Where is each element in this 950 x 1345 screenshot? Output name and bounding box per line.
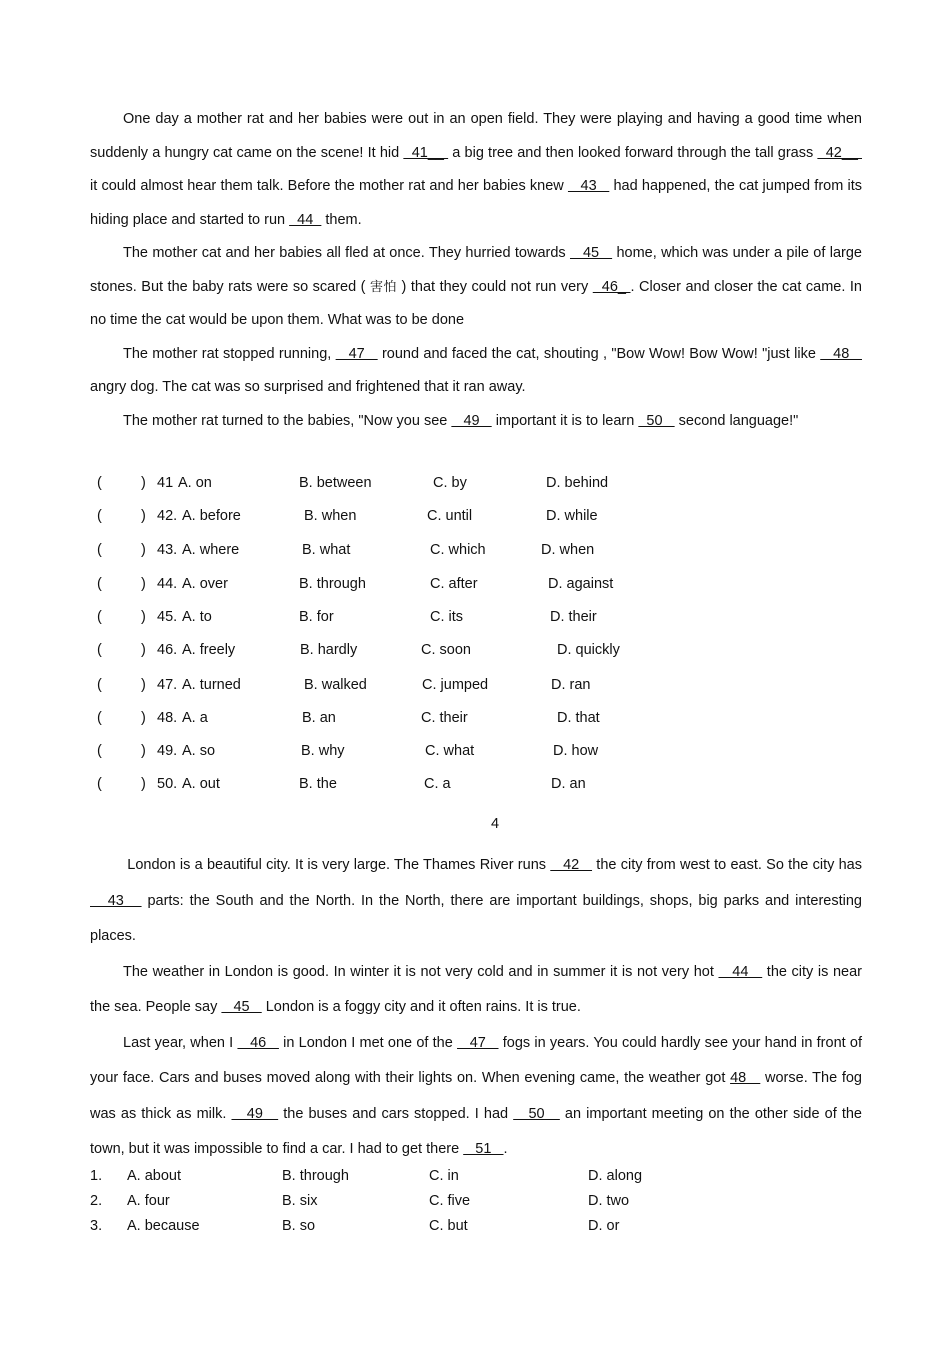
option-d: D. two (588, 1193, 630, 1209)
option-c: C. its (430, 609, 464, 625)
option-b: B. walked (304, 677, 367, 693)
option-b: B. when (304, 508, 357, 524)
answer-paren-open[interactable]: ( (97, 710, 102, 726)
option-d: D. an (551, 776, 586, 792)
question-number: 49. (157, 743, 178, 759)
option-a: A. so (182, 743, 216, 759)
answer-paren-close: ) (141, 776, 146, 792)
answer-paren-close: ) (141, 576, 146, 592)
question-number: 48. (157, 710, 178, 726)
option-c: C. what (425, 743, 475, 759)
answer-blank[interactable]: 42 (550, 857, 593, 873)
answer-blank[interactable]: 48 (730, 1070, 761, 1086)
option-c: C. after (430, 576, 478, 592)
passage-text: the buses and cars stopped. I had (278, 1105, 514, 1122)
option-a: A. where (182, 542, 240, 558)
option-b: B. through (282, 1168, 349, 1184)
question-number: 47. (157, 677, 178, 693)
passage-text: worse. The fog was as thick as milk. (90, 1070, 862, 1122)
passage-text: London is a foggy city and it often rains. It is true. (261, 999, 581, 1015)
passage-1-paragraph-4 (123, 413, 798, 429)
passage-text: a big tree and then looked forward through the tall grass (448, 144, 818, 161)
option-b: B. for (299, 609, 334, 625)
option-a: A. to (182, 609, 212, 625)
question-number: 1. (90, 1168, 103, 1184)
passage-text: it could almost hear them talk. Before the mother rat and her babies knew (90, 178, 568, 194)
question-number: 50. (157, 776, 178, 792)
passage-text: round and faced the cat, shouting , "Bow Wow! Bow Wow! "just like (377, 345, 821, 362)
option-c: C. jumped (422, 677, 489, 693)
answer-paren-open[interactable]: ( (97, 475, 102, 491)
option-b: B. hardly (300, 642, 358, 658)
answer-blank[interactable]: 44 (718, 963, 763, 980)
passage-1-paragraph-2 (90, 245, 862, 328)
passage-text: important it is to learn (491, 412, 639, 429)
question-number: 44. (157, 576, 178, 592)
question-number: 41 (157, 475, 174, 491)
question-number: 42. (157, 508, 178, 524)
answer-blank[interactable]: 47 (457, 1034, 499, 1051)
option-c: C. until (427, 508, 473, 524)
answer-blank[interactable]: 41__ (403, 144, 449, 161)
passage-text: had happened, the cat jumped from its hiding place and started to run (90, 178, 862, 228)
answer-paren-close: ) (141, 475, 146, 491)
passage-1-paragraph-3 (90, 346, 862, 396)
passage-text: the city from west to east. So the city has (592, 857, 862, 873)
option-a: A. turned (182, 677, 241, 693)
option-d: D. when (541, 542, 595, 558)
option-d: D. their (550, 609, 597, 625)
passage-text: parts: the South and the North. In the North, there are important buildings, shops, big parks and interesting places. (90, 892, 862, 944)
answer-paren-open[interactable]: ( (97, 743, 102, 759)
option-b: B. the (299, 776, 337, 792)
option-a: A. before (182, 508, 241, 524)
question-number: 45. (157, 609, 178, 625)
option-c: C. by (433, 475, 467, 491)
option-d: D. behind (546, 475, 609, 491)
passage-text: . (503, 1141, 508, 1157)
option-d: D. along (588, 1168, 643, 1184)
answer-blank[interactable]: 49 (451, 412, 492, 429)
option-d: D. ran (551, 677, 591, 693)
page-number: 4 (491, 816, 500, 832)
option-c: C. in (429, 1168, 459, 1184)
option-b: B. what (302, 542, 351, 558)
passage-text: fogs in years. You could hardly see your hand in front of your face. Cars and buses moved along with their lights on. When evening came, the weather got (90, 1034, 862, 1086)
option-c: C. a (424, 776, 451, 792)
passage-text: . Closer and closer the cat came. In no time the cat would be upon them. What was to be done (90, 278, 862, 328)
option-c: C. but (429, 1218, 468, 1234)
option-a: A. about (127, 1168, 182, 1184)
answer-blank[interactable]: 50 (638, 412, 675, 429)
passage-1-paragraph-1 (90, 111, 862, 228)
passage-text: London is a beautiful city. It is very large. The Thames River runs (123, 857, 551, 873)
answer-blank[interactable]: 43 (567, 178, 610, 194)
answer-paren-close: ) (141, 710, 146, 726)
option-c: C. five (429, 1193, 471, 1209)
option-b: B. through (299, 576, 366, 592)
passage-text: an important meeting on the other side of the town, but it was impossible to find a car. I had to get there (90, 1105, 862, 1157)
passage-2-paragraph-2 (90, 964, 862, 1016)
option-a: A. four (127, 1193, 170, 1209)
option-b: B. an (302, 710, 336, 726)
option-d: D. how (553, 743, 599, 759)
question-number: 43. (157, 542, 178, 558)
answer-blank[interactable]: 47 (335, 345, 378, 362)
answer-blank[interactable]: 49 (231, 1105, 279, 1122)
answer-blank[interactable]: 44 (289, 211, 322, 228)
passage-text: One day a mother rat and her babies were out in an open field. They were playing and having a good time when suddenly a hungry cat came on the scene! It hid (90, 111, 862, 161)
passage-2-paragraph-1 (90, 857, 862, 944)
option-d: D. or (588, 1218, 620, 1234)
question-number: 46. (157, 642, 178, 658)
answer-paren-open[interactable]: ( (97, 677, 102, 693)
option-d: D. quickly (557, 642, 620, 658)
passage-text: The mother cat and her babies all fled at once. They hurried towards (123, 245, 570, 261)
answer-blank[interactable]: 46_ (592, 278, 631, 295)
option-a: A. a (182, 710, 208, 726)
passage-text: The weather in London is good. In winter it is not very cold and in summer it is not very hot (123, 963, 719, 980)
option-b: B. six (282, 1193, 318, 1209)
answer-paren-close: ) (141, 743, 146, 759)
answer-paren-open[interactable]: ( (97, 508, 102, 524)
passage-text: them. (321, 211, 362, 228)
passage-text: The mother rat stopped running, (123, 345, 336, 362)
answer-paren-close: ) (141, 609, 146, 625)
option-d: D. while (546, 508, 598, 524)
passage-text: ) that they could not run very (397, 278, 593, 295)
answer-blank[interactable]: 46 (237, 1034, 279, 1051)
answer-paren-close: ) (141, 542, 146, 558)
passage-text: The mother rat turned to the babies, "Now you see (123, 412, 452, 429)
option-c: C. their (421, 710, 468, 726)
passage-2 (90, 848, 862, 1168)
passage-text: second language!" (674, 412, 799, 429)
option-a: A. because (127, 1218, 200, 1234)
option-c: C. soon (421, 642, 471, 658)
option-d: D. against (548, 576, 614, 592)
answer-paren-close: ) (141, 677, 146, 693)
question-number: 2. (90, 1193, 103, 1209)
option-c: C. which (430, 542, 486, 558)
option-a: A. freely (182, 642, 236, 658)
answer-paren-open[interactable]: ( (97, 776, 102, 792)
answer-paren-open[interactable]: ( (97, 542, 102, 558)
option-a: A. over (182, 576, 228, 592)
answer-blank[interactable]: 45 (221, 999, 262, 1015)
answer-paren-close: ) (141, 642, 146, 658)
passage-text: in London I met one of the (278, 1034, 458, 1051)
passage-2-paragraph-3 (90, 1035, 862, 1158)
option-a: A. out (182, 776, 220, 792)
answer-blank[interactable]: 45 (569, 245, 613, 261)
answer-blank[interactable]: 42__ (817, 144, 862, 161)
answer-paren-open[interactable]: ( (97, 576, 102, 592)
passage-1 (90, 103, 862, 438)
option-b: B. why (301, 743, 345, 759)
option-b: B. so (282, 1218, 316, 1234)
option-a: A. on (178, 475, 212, 491)
answer-blank[interactable]: 50 (513, 1105, 560, 1122)
passage-text: Last year, when I (123, 1034, 238, 1051)
option-d: D. that (557, 710, 600, 726)
answer-blank[interactable]: 43 (90, 892, 142, 909)
option-b: B. between (299, 475, 372, 491)
answer-paren-close: ) (141, 508, 146, 524)
passage-text: angry dog. The cat was so surprised and frightened that it ran away. (90, 379, 526, 395)
answer-paren-open[interactable]: ( (97, 642, 102, 658)
passage-text: the city is near the sea. People say (90, 963, 862, 1015)
question-number: 3. (90, 1218, 103, 1234)
chinese-gloss: 害怕 (370, 279, 398, 295)
answer-blank[interactable]: 48 (820, 345, 862, 362)
answer-paren-open[interactable]: ( (97, 609, 102, 625)
passage-text: home, which was under a pile of large stones. But the baby rats were so scared ( (90, 245, 862, 295)
answer-blank[interactable]: 51 (463, 1141, 504, 1157)
